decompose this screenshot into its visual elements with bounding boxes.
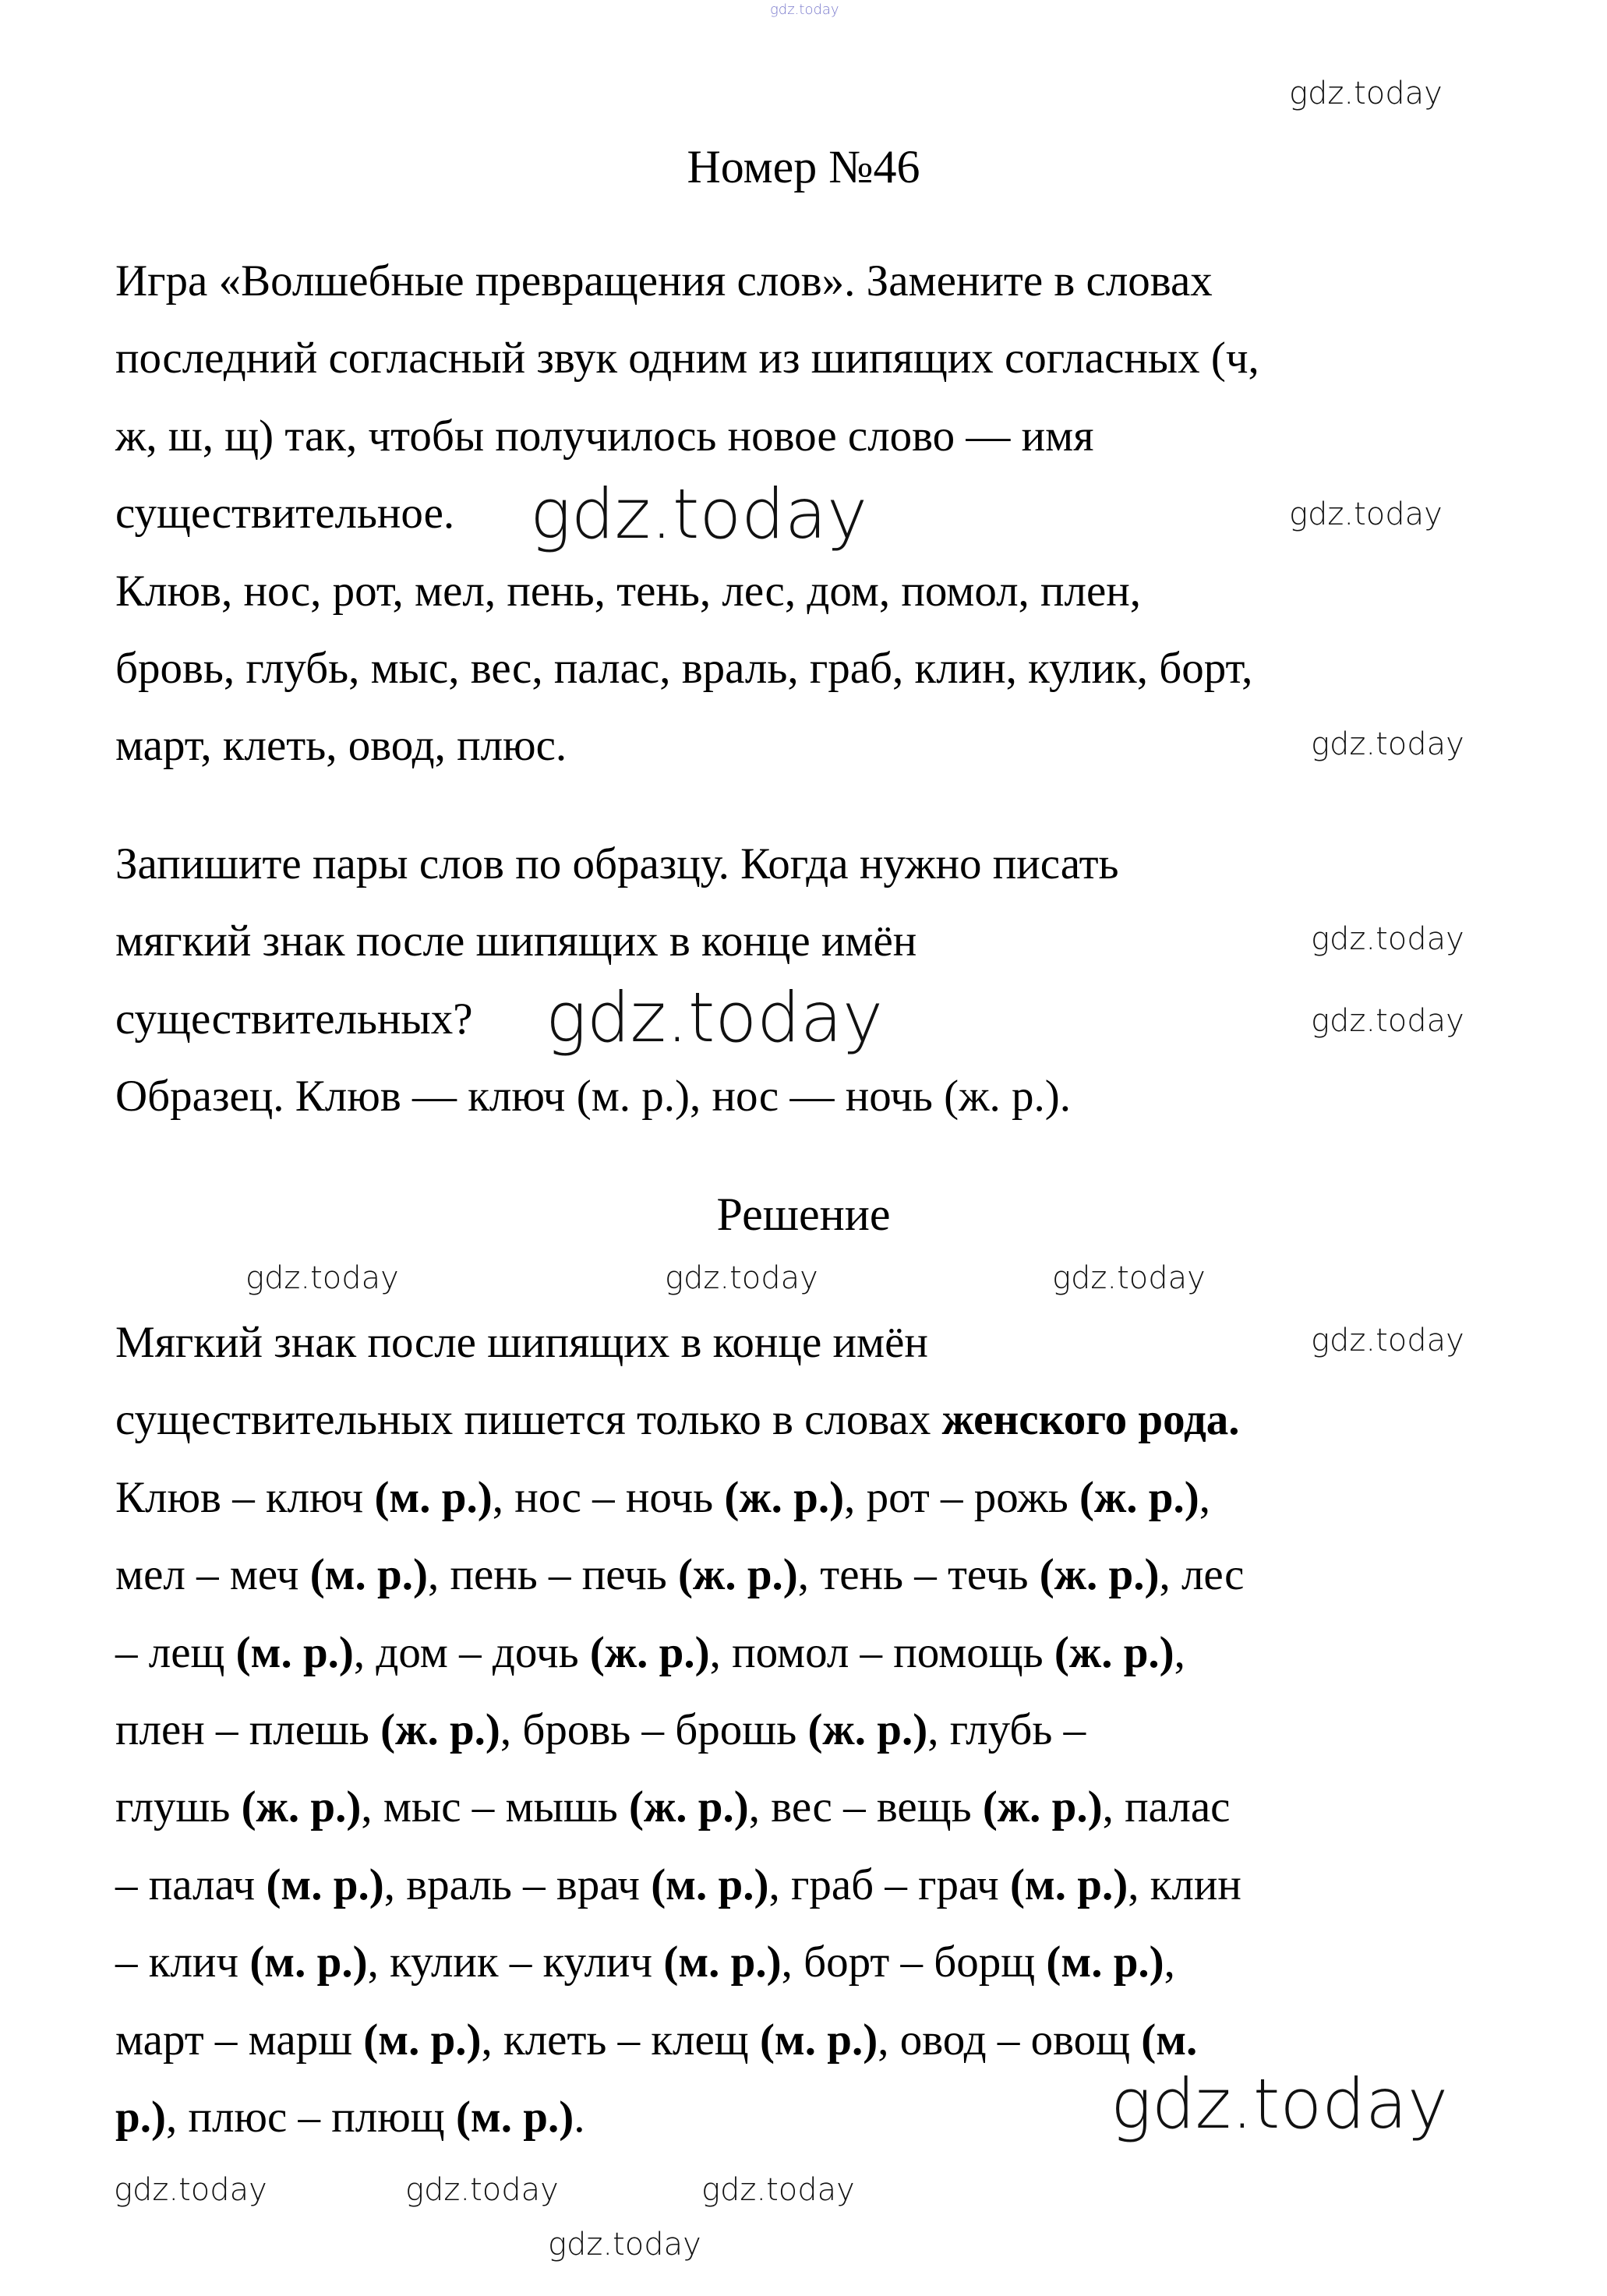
word-pair-text: , вес – вещь — [748, 1782, 983, 1832]
gender-label: (м. р.) — [235, 1627, 354, 1677]
gender-label: (м. р.) — [309, 1550, 428, 1600]
watermark: gdz.today — [405, 2172, 559, 2208]
gender-label: (м. р.) — [249, 1937, 368, 1987]
word-pair-text: , рот – рожь — [844, 1472, 1079, 1522]
solution-line — [115, 1782, 1230, 1833]
word-pair-text: мел – меч — [115, 1550, 310, 1600]
word-pair-text: существительных пишется только в словах — [115, 1395, 942, 1445]
word-pair-text: , враль – врач — [383, 1860, 652, 1909]
gender-label: (м. р.) — [455, 2092, 574, 2142]
watermark: gdz.today — [1311, 1003, 1464, 1039]
watermark: gdz.today — [546, 977, 884, 1058]
watermark: gdz.today — [665, 1260, 818, 1296]
gender-label: (м. р.) — [663, 1937, 782, 1987]
gender-label: р.) — [115, 2092, 166, 2142]
solution-line — [115, 1472, 1210, 1524]
watermark: gdz.today — [770, 2, 839, 18]
solution-line — [115, 2015, 1197, 2066]
word-pair-text: март – марш — [115, 2015, 364, 2065]
text-line: мягкий знак после шипящих в конце имён — [115, 917, 917, 966]
text-line: ж, ш, щ) так, чтобы получилось новое слово — имя — [115, 411, 1094, 461]
solution-text — [115, 1317, 1244, 2169]
gender-label: (м. р.) — [363, 2015, 482, 2065]
solution-line — [115, 1860, 1241, 1911]
word-pair-text: , лес — [1159, 1550, 1245, 1600]
word-pair-text: Мягкий знак после шипящих в конце имён — [115, 1318, 928, 1367]
gender-label: женского рода. — [941, 1395, 1240, 1445]
watermark: gdz.today — [1052, 1260, 1206, 1296]
watermark: gdz.today — [1311, 726, 1464, 762]
solution-line — [115, 1704, 1086, 1756]
word-pair-text: , нос – ночь — [492, 1472, 725, 1522]
word-pair-text: , тень – течь — [797, 1550, 1040, 1600]
watermark: gdz.today — [548, 2227, 701, 2262]
gender-label: (м. р.) — [651, 1860, 769, 1909]
text-line: существительных? — [115, 994, 473, 1044]
solution-line — [115, 1627, 1185, 1679]
word-pair-text: , — [1199, 1472, 1210, 1522]
text-line: последний согласный звук одним из шипящих согласных (ч, — [115, 334, 1259, 383]
text-line: Образец. Клюв — ключ (м. р.), нос — ночь (ж. р.). — [115, 1072, 1072, 1122]
gender-label: (ж. р.) — [1079, 1472, 1199, 1522]
word-pair-text: , борт – борщ — [781, 1937, 1047, 1987]
watermark: gdz.today — [530, 474, 868, 554]
gender-label: (ж. р.) — [1054, 1627, 1174, 1677]
gender-label: (м. р.) — [374, 1472, 493, 1522]
gender-label: (ж. р.) — [982, 1782, 1103, 1832]
watermark: gdz.today — [1289, 496, 1443, 532]
word-pair-text: , клеть – клещ — [481, 2015, 760, 2065]
word-pair-text: , палас — [1102, 1782, 1231, 1832]
gender-label: (м. р.) — [1046, 1937, 1164, 1987]
gender-label: (ж. р.) — [629, 1782, 749, 1832]
gender-label: (м. р.) — [266, 1860, 384, 1909]
gender-label: (м. р.) — [759, 2015, 878, 2065]
word-pair-text: , бровь – брошь — [500, 1704, 808, 1754]
text-line: бровь, глубь, мыс, вес, палас, враль, граб, клин, кулик, борт, — [115, 643, 1253, 693]
solution-line — [115, 1937, 1175, 1988]
watermark: gdz.today — [1289, 76, 1443, 111]
word-pair-text: , овод – овощ — [878, 2015, 1142, 2065]
word-pair-text: , мыс – мышь — [361, 1782, 629, 1832]
word-pair-text: плен – плешь — [115, 1704, 381, 1754]
solution-line — [115, 1317, 928, 1369]
solution-line — [115, 2092, 585, 2143]
solution-line — [115, 1394, 1240, 1446]
watermark: gdz.today — [1111, 2064, 1449, 2144]
word-pair-text: – лещ — [115, 1627, 236, 1677]
gender-label: (ж. р.) — [1039, 1550, 1160, 1600]
word-pair-text: – палач — [115, 1860, 267, 1909]
text-line: существительное. — [115, 489, 455, 539]
watermark: gdz.today — [245, 1260, 399, 1296]
word-pair-text: глушь — [115, 1782, 242, 1832]
word-pair-text: , — [1164, 1937, 1175, 1987]
gender-label: (м. р.) — [1009, 1860, 1128, 1909]
word-pair-text: – клич — [115, 1937, 250, 1987]
watermark: gdz.today — [1311, 1323, 1464, 1358]
word-pair-text: Клюв – ключ — [115, 1472, 375, 1522]
gender-label: (ж. р.) — [724, 1472, 845, 1522]
word-pair-text: , дом – дочь — [353, 1627, 590, 1677]
solution-line — [115, 1549, 1244, 1601]
text-line: Клюв, нос, рот, мел, пень, тень, лес, дом, помол, плен, — [115, 566, 1142, 616]
gender-label: (ж. р.) — [589, 1627, 710, 1677]
solution-heading: Решение — [716, 1189, 891, 1240]
text-line: Игра «Волшебные превращения слов». Замените в словах — [115, 256, 1213, 306]
word-pair-text: , плюс – плющ — [165, 2092, 456, 2142]
gender-label: (ж. р.) — [241, 1782, 362, 1832]
word-pair-text: , граб – грач — [768, 1860, 1010, 1909]
watermark: gdz.today — [1311, 921, 1464, 957]
text-line: март, клеть, овод, плюс. — [115, 721, 567, 771]
word-pair-text: , пень – печь — [427, 1550, 679, 1600]
text-line: Запишите пары слов по образцу. Когда нужно писать — [115, 839, 1119, 888]
watermark: gdz.today — [114, 2172, 267, 2208]
watermark: gdz.today — [701, 2172, 855, 2208]
gender-label: (м. — [1141, 2015, 1198, 2065]
word-pair-text: , кулик – кулич — [367, 1937, 664, 1987]
word-pair-text: , — [1174, 1627, 1185, 1677]
word-pair-text: , глубь – — [927, 1704, 1086, 1754]
word-pair-text: . — [574, 2092, 585, 2142]
word-pair-text: , помол – помощь — [709, 1627, 1054, 1677]
gender-label: (ж. р.) — [678, 1550, 798, 1600]
page-title: Номер №46 — [687, 141, 920, 193]
gender-label: (ж. р.) — [807, 1704, 928, 1754]
gender-label: (ж. р.) — [380, 1704, 500, 1754]
word-pair-text: , клин — [1128, 1860, 1241, 1909]
